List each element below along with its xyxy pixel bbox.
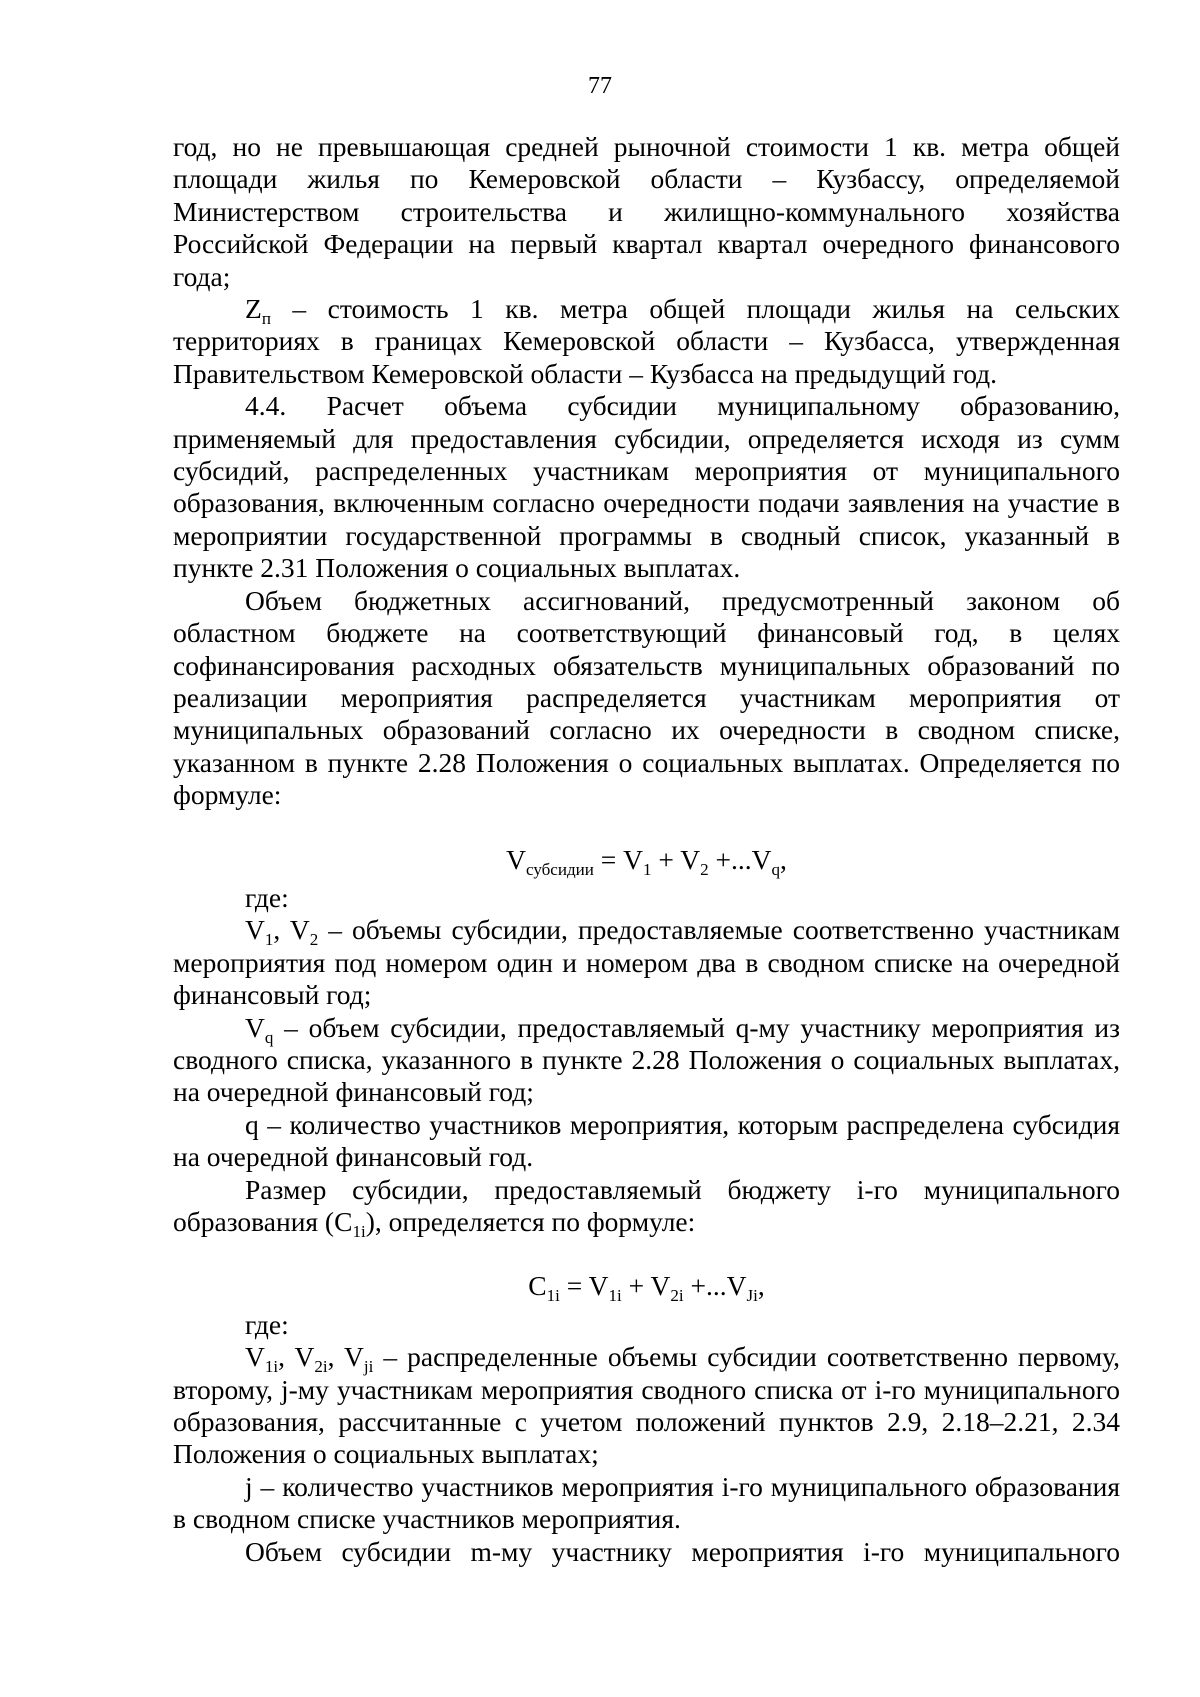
- p8-sub: 1i: [352, 1221, 366, 1241]
- formula-subsidy-total: [173, 843, 1120, 879]
- page-number: 77: [588, 73, 612, 99]
- paragraph-7: q – количество участников мероприятия, которым распределена субсидия на очередной финансовый год.: [173, 1108, 1120, 1173]
- formula2-lhs: C: [528, 1270, 547, 1302]
- p5-text: – объемы субсидии, предоставляемые соответственно участникам мероприятия под номером один и номером два в сводном списке на очередной финансовый год;: [173, 914, 1120, 1011]
- formula2-sub-2i: 2i: [670, 1286, 684, 1306]
- formula1-eq: = V: [593, 843, 643, 875]
- paragraph-10: j – количество участников мероприятия i-го муниципального образования в сводном списке участников мероприятия.: [173, 1470, 1120, 1535]
- paragraph-3: 4.4. Расчет объема субсидии муниципальному образованию, применяемый для предоставления субсидии, определяется исходя из сумм субсидий, распределенных участникам мероприятия от муниципального образования, включенным согласно очередности подачи заявления на участие в мероприятии государственной программы в сводный список, указанный в пункте 2.31 Положения о социальных выплатах.: [173, 390, 1120, 584]
- paragraph-5: [173, 914, 1120, 1011]
- p5-sub-1: 1: [264, 930, 274, 950]
- paragraph-2-text: – стоимость 1 кв. метра общей площади жилья на сельских территориях в границах Кемеровской области – Кузбасса, утвержденная Правительством Кемеровской области – Кузбасса на предыдущий год.: [173, 293, 1120, 389]
- p9-sub-2i: 2i: [314, 1357, 328, 1377]
- paragraph-1: год, но не превышающая средней рыночной стоимости 1 кв. метра общей площади жилья по Кемеровской области – Кузбассу, определяемой Министерством строительства и жилищно-коммунального хозяйства Российской Федерации на первый квартал квартал очередного финансового года;: [173, 131, 1120, 292]
- formula1-sub-1: 1: [642, 859, 652, 879]
- paragraph-4: Объем бюджетных ассигнований, предусмотренный законом об областном бюджете на соответствующий финансовый год, в целях софинансирования расходных обязательств муниципальных образований по реализации мероприятия распределяется участникам мероприятия от муниципальных образований согласно их очередности в сводном списке, указанном в пункте 2.28 Положения о социальных выплатах. Определяется по формуле:: [173, 584, 1120, 811]
- formula1-sub-2: 2: [700, 859, 709, 879]
- document-body: [173, 131, 1120, 1568]
- p9-text: – распределенные объемы субсидии соответственно первому, второму, j-му участникам мероприятия сводного списка от i-го муниципального образования, рассчитанные с учетом положений пунктов 2.9, 2.18–2.21, 2.34 Положения о социальных выплатах;: [173, 1341, 1121, 1470]
- p6-v: V: [245, 1011, 265, 1043]
- where-label-1: где:: [245, 881, 289, 913]
- formula1-end: ,: [780, 843, 787, 875]
- formula1-dots: +...V: [708, 843, 772, 875]
- symbol-z-sub: п: [261, 308, 271, 328]
- formula1-lhs: V: [506, 843, 526, 875]
- formula2-sub-ji: Ji: [746, 1286, 758, 1306]
- where-label-2: где:: [245, 1308, 289, 1340]
- p6-sub-q: q: [264, 1027, 274, 1047]
- formula2-sub-1i: 1i: [608, 1286, 622, 1306]
- p8-text-b: ), определяется по формуле:: [365, 1206, 696, 1237]
- formula2-end: ,: [757, 1270, 765, 1302]
- p9-v2: , V: [278, 1341, 315, 1373]
- paragraph-11: Объем субсидии m-му участнику мероприятия i-го муниципального: [245, 1535, 1120, 1567]
- formula1-sub-q: q: [771, 859, 781, 879]
- p9-v1: V: [245, 1341, 265, 1373]
- p9-sub-1i: 1i: [264, 1357, 279, 1377]
- paragraph-6: [173, 1012, 1120, 1109]
- symbol-z: Z: [245, 293, 262, 325]
- paragraph-8: [173, 1174, 1120, 1239]
- p8-text-a: Размер субсидии, предоставляемый бюджету i-го муниципального образования (C: [173, 1173, 1120, 1237]
- paragraph-9: [173, 1341, 1120, 1471]
- p9-vj: , V: [327, 1341, 364, 1373]
- formula2-plus: + V: [621, 1270, 671, 1302]
- formula1-lhs-sub: субсидии: [525, 859, 594, 879]
- formula2-lhs-sub: 1i: [546, 1286, 560, 1306]
- formula2-eq: = V: [559, 1270, 609, 1302]
- p5-sub-2: 2: [309, 930, 319, 950]
- formula-municipal-subsidy: [173, 1270, 1120, 1306]
- p5-v: V: [245, 914, 265, 946]
- formula1-plus: + V: [651, 843, 701, 875]
- p6-text: – объем субсидии, предоставляемый q-му участнику мероприятия из сводного списка, указанного в пункте 2.28 Положения о социальных выплатах, на очередной финансовый год;: [173, 1011, 1120, 1108]
- p9-sub-ji: ji: [363, 1357, 374, 1377]
- formula2-dots: +...V: [683, 1270, 747, 1302]
- p5-mid: , V: [273, 914, 310, 946]
- paragraph-2: [173, 293, 1120, 390]
